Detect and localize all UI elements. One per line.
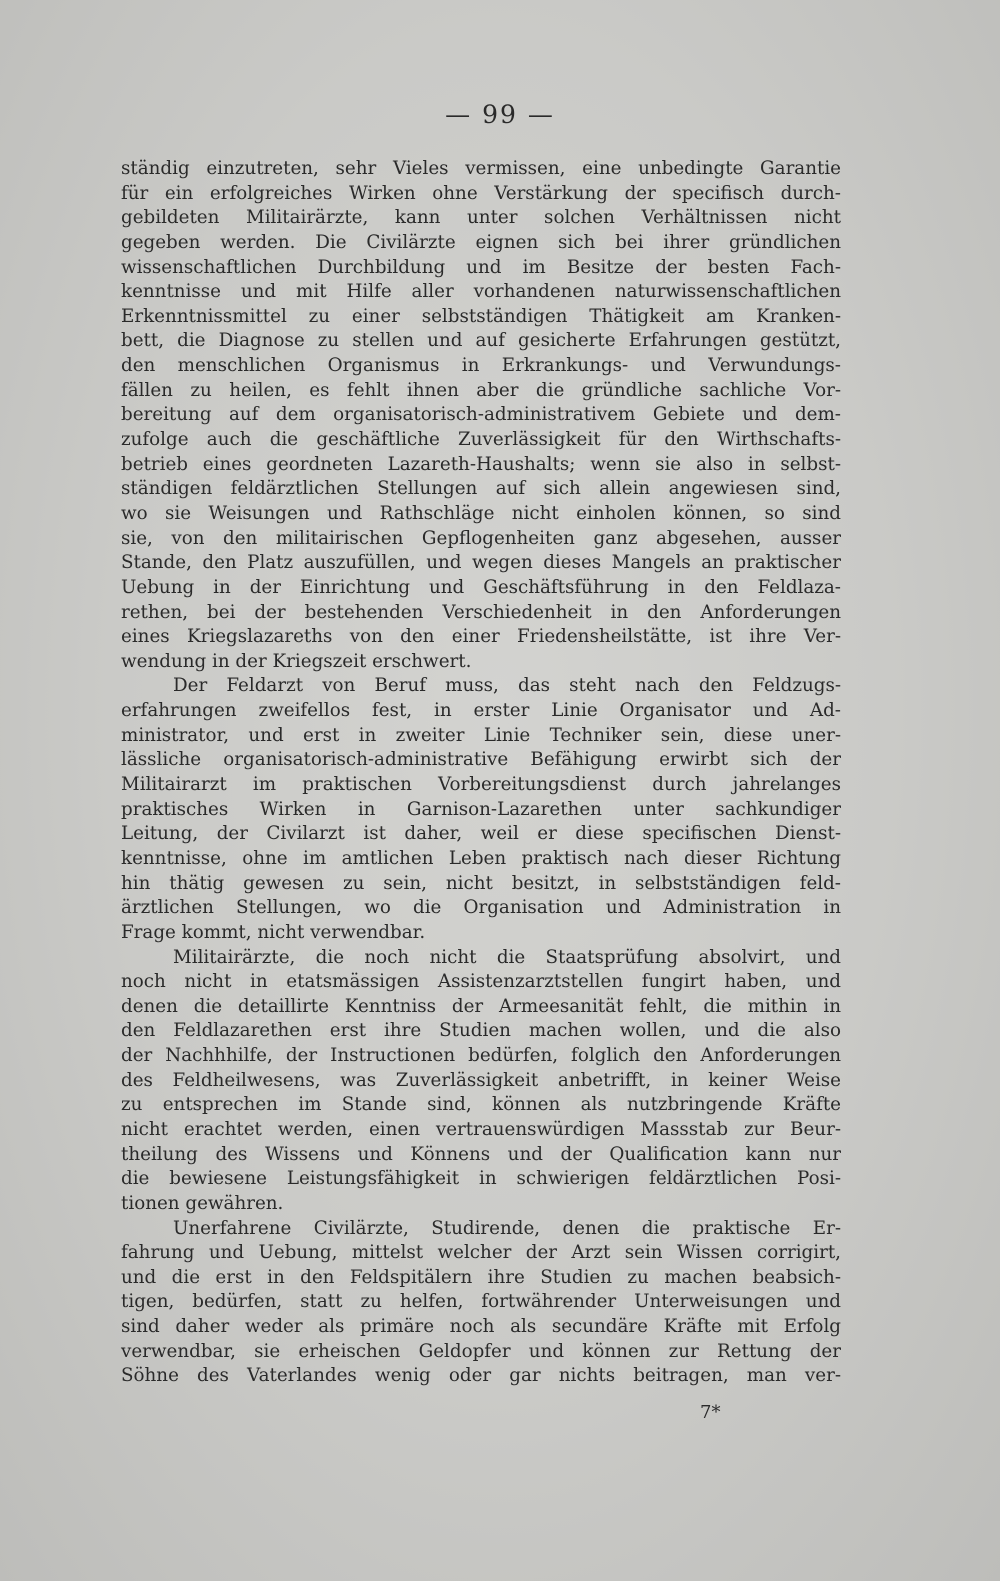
text-line: rethen, bei der bestehenden Verschiedenheit in den Anforderungen (121, 601, 841, 623)
text-line: wissenschaftlichen Durchbildung und im Besitze der besten Fach- (121, 256, 841, 278)
text-line: sind daher weder als primäre noch als secundäre Kräfte mit Erfolg (121, 1316, 841, 1338)
text-line: fahrung und Uebung, mittelst welcher der Arzt sein Wissen corrigirt, (121, 1242, 841, 1264)
text-line: Militairärzte, die noch nicht die Staatsprüfung absolvirt, und (173, 946, 841, 968)
paragraph (121, 157, 841, 674)
text-line: Leitung, der Civilarzt ist daher, weil er diese specifischen Dienst- (121, 823, 841, 845)
text-line: denen die detaillirte Kenntniss der Armeesanität fehlt, die mithin in (121, 995, 841, 1017)
page-number: — 99 — (445, 100, 555, 129)
text-line: nicht erachtet werden, einen vertrauenswürdigen Massstab zur Beur- (121, 1118, 841, 1140)
text-line: der Nachhhilfe, der Instructionen bedürfen, folglich den Anforderungen (121, 1045, 841, 1067)
text-line: betrieb eines geordneten Lazareth-Haushalts; wenn sie also in selbst- (121, 453, 841, 475)
text-line: eines Kriegslazareths von den einer Friedensheilstätte, ist ihre Ver- (121, 626, 841, 648)
text-line: ärztlichen Stellungen, wo die Organisation und Administration in (121, 897, 841, 919)
text-line: noch nicht in etatsmässigen Assistenzarztstellen fungirt haben, und (121, 971, 841, 993)
text-line: theilung des Wissens und Könnens und der Qualification kann nur (121, 1143, 841, 1165)
text-line: verwendbar, sie erheischen Geldopfer und können zur Rettung der (121, 1340, 841, 1362)
paragraph (121, 1217, 841, 1389)
text-line: bett, die Diagnose zu stellen und auf gesicherte Erfahrungen gestützt, (121, 330, 841, 352)
text-line: den menschlichen Organismus in Erkrankungs- und Verwundungs- (121, 355, 841, 377)
text-line: praktisches Wirken in Garnison-Lazarethen unter sachkundiger (121, 798, 841, 820)
text-line: und die erst in den Feldspitälern ihre Studien zu machen beabsich- (121, 1266, 841, 1288)
text-line: Erkenntnissmittel zu einer selbstständigen Thätigkeit am Kranken- (121, 305, 841, 327)
text-line: für ein erfolgreiches Wirken ohne Verstärkung der specifisch durch- (121, 182, 841, 204)
text-line: kenntnisse, ohne im amtlichen Leben praktisch nach dieser Richtung (121, 847, 841, 869)
text-line: erfahrungen zweifellos fest, in erster Linie Organisator und Ad- (121, 700, 841, 722)
text-line: gegeben werden. Die Civilärzte eignen sich bei ihrer gründlichen (121, 231, 841, 253)
text-line: gebildeten Militairärzte, kann unter solchen Verhältnissen nicht (121, 207, 841, 229)
text-line: ständig einzutreten, sehr Vieles vermissen, eine unbedingte Garantie (121, 158, 841, 179)
text-line: Unerfahrene Civilärzte, Studirende, denen die praktische Er- (173, 1217, 841, 1239)
text-line: des Feldheilwesens, was Zuverlässigkeit anbetrifft, in keiner Weise (121, 1069, 841, 1091)
text-line: bereitung auf dem organisatorisch-administrativem Gebiete und dem- (121, 404, 841, 426)
paragraph (121, 674, 841, 945)
text-line: wo sie Weisungen und Rathschläge nicht einholen können, so sind (121, 502, 841, 524)
body-text (121, 157, 841, 1389)
text-line: Stande, den Platz auszufüllen, und wegen dieses Mangels an praktischer (121, 552, 841, 574)
text-line: zu entsprechen im Stande sind, können als nutzbringende Kräfte (121, 1094, 841, 1116)
text-line: Söhne des Vaterlandes wenig oder gar nichts beitragen, man ver- (121, 1365, 841, 1387)
text-line: wendung in der Kriegszeit erschwert. (121, 650, 472, 672)
text-line: ständigen feldärztlichen Stellungen auf sich allein angewiesen sind, (121, 478, 841, 500)
text-line: den Feldlazarethen erst ihre Studien machen wollen, und die also (121, 1020, 841, 1042)
text-line: hin thätig gewesen zu sein, nicht besitzt, in selbstständigen feld- (121, 872, 841, 894)
text-line: Der Feldarzt von Beruf muss, das steht nach den Feldzugs- (173, 675, 841, 697)
text-line: Frage kommt, nicht verwendbar. (121, 921, 426, 943)
text-line: ministrator, und erst in zweiter Linie Techniker sein, diese uner- (121, 724, 841, 746)
text-line: kenntnisse und mit Hilfe aller vorhandenen naturwissenschaftlichen (121, 281, 841, 303)
text-line: tionen gewähren. (121, 1192, 284, 1214)
text-line: zufolge auch die geschäftliche Zuverlässigkeit für den Wirthschafts- (121, 429, 841, 451)
text-line: Militairarzt im praktischen Vorbereitungsdienst durch jahrelanges (121, 774, 841, 796)
text-line: fällen zu heilen, es fehlt ihnen aber die gründliche sachliche Vor- (121, 379, 841, 401)
text-line: Uebung in der Einrichtung und Geschäftsführung in den Feldlaza- (121, 576, 841, 598)
text-line: tigen, bedürfen, statt zu helfen, fortwährender Unterweisungen und (121, 1291, 841, 1313)
text-line: die bewiesene Leistungsfähigkeit in schwierigen feldärztlichen Posi- (121, 1168, 841, 1190)
text-line: lässliche organisatorisch-administrative Befähigung erwirbt sich der (121, 749, 841, 771)
signature-mark: 7* (700, 1402, 721, 1423)
text-line: sie, von den militairischen Gepflogenheiten ganz abgesehen, ausser (121, 527, 841, 549)
paragraph (121, 946, 841, 1217)
